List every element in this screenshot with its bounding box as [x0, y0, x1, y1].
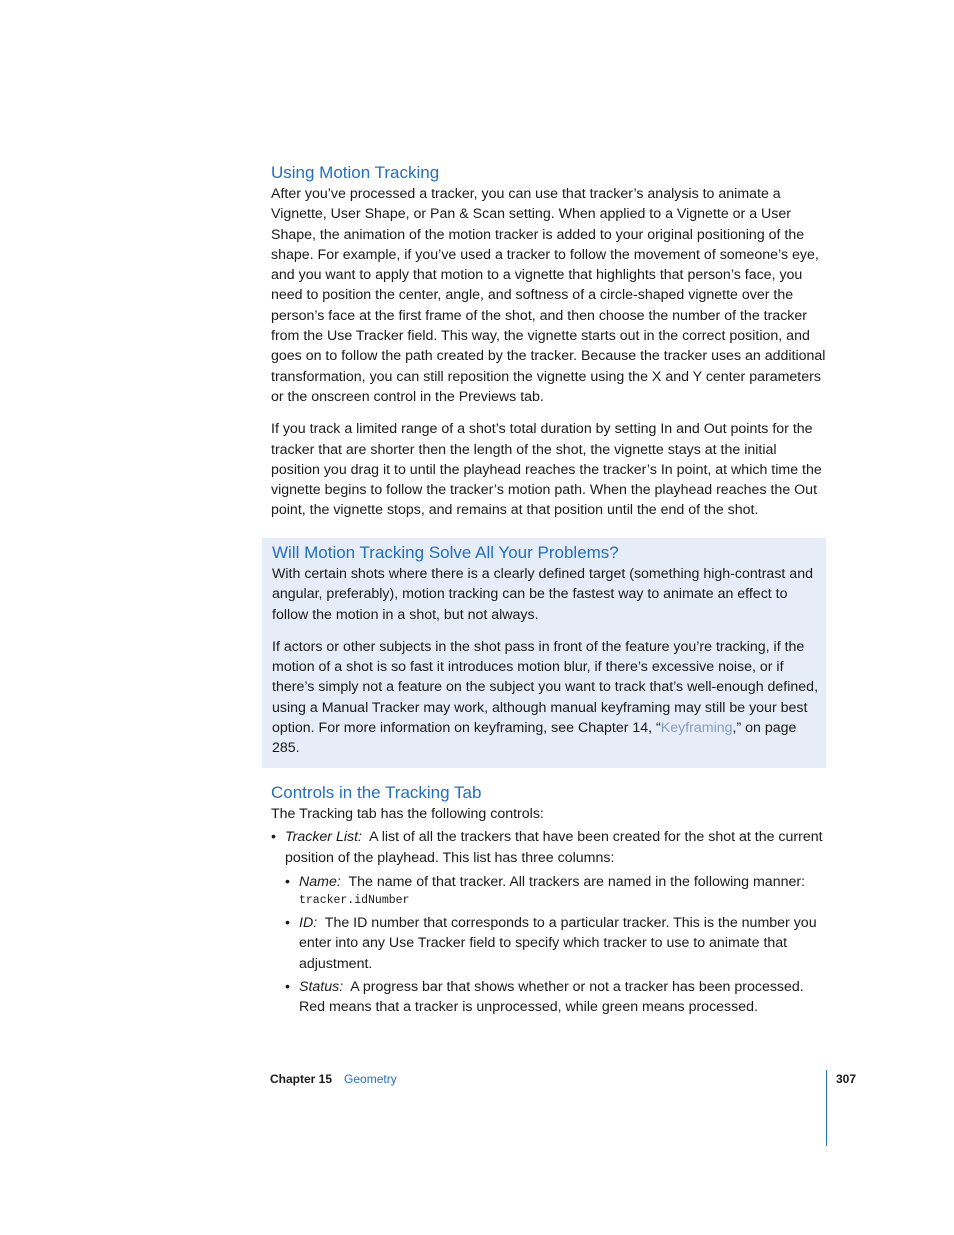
- chapter-label: Chapter 15: [270, 1072, 333, 1086]
- description: A list of all the trackers that have been created for the shot at the current position of the playhead. This list has three columns:: [285, 829, 823, 866]
- term: Tracker List:: [285, 829, 362, 846]
- term: ID:: [299, 915, 318, 932]
- section-using-motion-tracking: [271, 162, 827, 521]
- list-item-tracker-list: [271, 827, 827, 1017]
- sub-list: [285, 872, 827, 1018]
- intro-paragraph: The Tracking tab has the following controls:: [271, 806, 544, 822]
- page-footer: [270, 1072, 397, 1086]
- sidebar-box: [262, 538, 826, 768]
- term: Status:: [299, 979, 344, 996]
- sidebar-heading: Will Motion Tracking Solve All Your Problems?: [272, 543, 619, 562]
- bullet-list: [271, 827, 827, 1017]
- section-heading: Using Motion Tracking: [271, 163, 440, 182]
- code-sample: tracker.idNumber: [299, 894, 410, 908]
- description: A progress bar that shows whether or not a tracker has been processed. Red means that a tracker is unprocessed, while green means processed.: [299, 979, 804, 1016]
- chapter-title: Geometry: [344, 1072, 397, 1086]
- sidebar-paragraph: With certain shots where there is a clearly defined target (something high-contrast and angular, preferably), motion tracking can be the fastest way to animate an effect to follow the motion in a shot, but not always.: [272, 566, 813, 623]
- keyframing-link[interactable]: Keyframing: [660, 720, 733, 737]
- list-item-status: [285, 977, 827, 1018]
- description: The ID number that corresponds to a particular tracker. This is the number you enter into any Use Tracker field to specify which tracker to use to animate that adjustment.: [299, 915, 817, 972]
- text: If actors or other subjects in the shot pass in front of the feature you’re tracking, if the motion of a shot is so fast it introduces motion blur, if there’s excessive noise, or if there’s simply not a feature on the subject you want to track that’s well-enough defined, using a Manual Tracker may work, although manual keyframing may still be your best option. For more information on keyframing, see Chapter 14, “: [272, 638, 819, 737]
- paragraph: If you track a limited range of a shot’s total duration by setting In and Out points for the tracker that are shorter then the length of the shot, the vignette stays at the initial position you drag it to until the playhead reaches the tracker’s In point, at which time the vignette begins to follow the tracker’s motion path. When the playhead reaches the Out point, the vignette stops, and remains at that position until the end of the shot.: [271, 421, 822, 519]
- term: Name:: [299, 873, 341, 890]
- footer-divider: [826, 1070, 827, 1146]
- list-item-id: [285, 913, 827, 974]
- text: ,” on page 285.: [272, 720, 797, 757]
- section-controls-tracking-tab: [271, 782, 827, 1021]
- page-number: 307: [836, 1072, 857, 1086]
- description: The name of that tracker. All trackers are named in the following manner:: [348, 873, 806, 890]
- sidebar-paragraph: [272, 637, 820, 759]
- section-heading: Controls in the Tracking Tab: [271, 783, 482, 802]
- list-item-name: [285, 872, 827, 910]
- paragraph: After you’ve processed a tracker, you can use that tracker’s analysis to animate a Vignette, User Shape, or Pan & Scan setting. When applied to a Vignette or a User Shape, the animation of the motion tracker is added to your original positioning of the shape. For example, if you’ve used a tracker to follow the movement of someone’s eye, and you want to apply that motion to a vignette that highlights that person’s face, you need to position the center, angle, and softness of a circle-shaped vignette over the person’s face at the first frame of the shot, and then choose the number of the tracker from the Use Tracker field. This way, the vignette starts out in the correct position, and goes on to follow the path created by the tracker. Because the tracker uses an additional transformation, you can still reposition the vignette using the X and Y center parameters or the onscreen control in the Previews tab.: [271, 186, 826, 405]
